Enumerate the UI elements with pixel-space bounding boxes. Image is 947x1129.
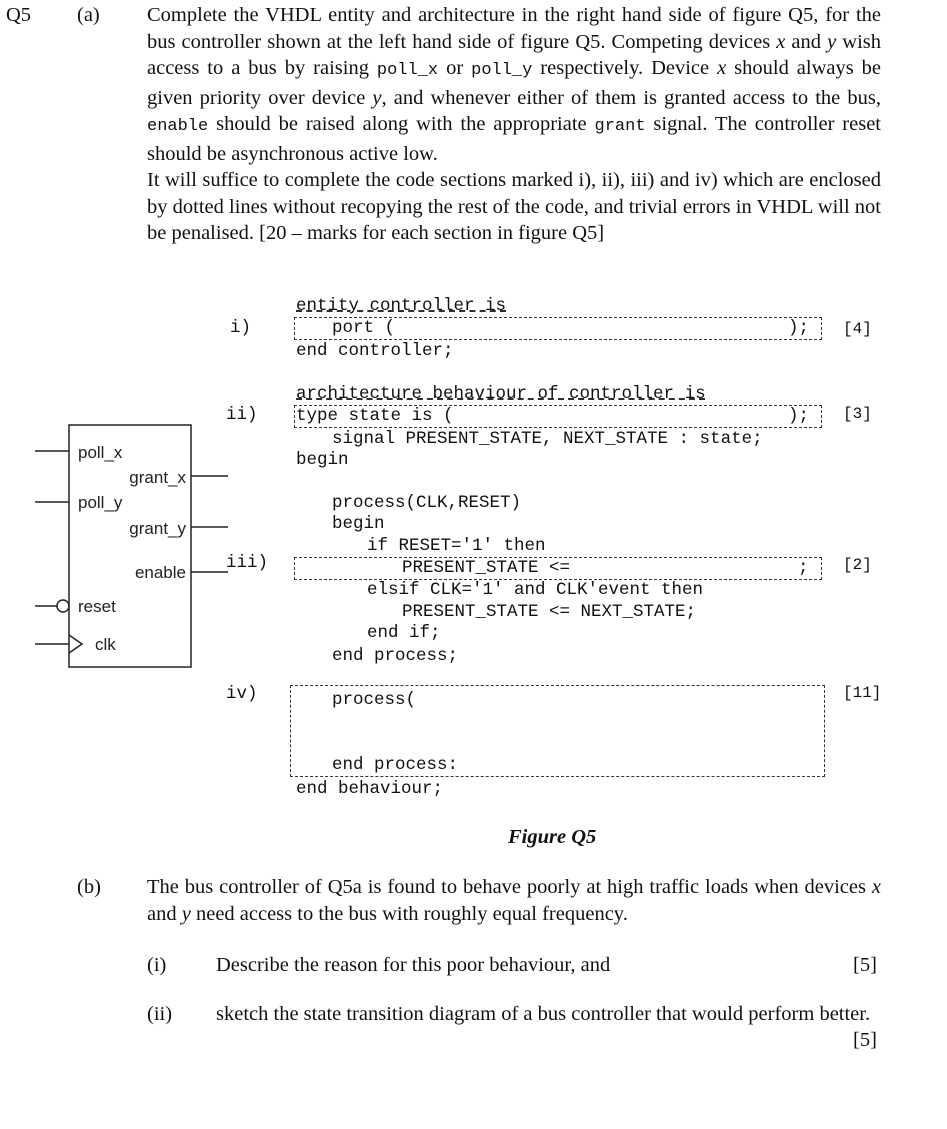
grant-x-label: grant_x [129,468,186,487]
code-signal-line: signal PRESENT_STATE, NEXT_STATE : state; [332,429,763,449]
code-end-process-2: end process: [332,755,459,775]
code-if-line: if RESET='1' then [367,536,546,556]
code-end-controller: end controller; [296,341,454,361]
part-b-i-marks: [5] [853,954,877,976]
code-present-assign: PRESENT_STATE <= [402,558,571,578]
code-process-line: process(CLK,RESET) [332,493,522,513]
part-b-ii-marks: [5] [853,1029,877,1051]
code-type-line: type state is ( [296,406,454,426]
code-end-if: end if; [367,623,441,643]
code-port-close: ); [788,318,810,338]
code-end-process: end process; [332,646,459,666]
grant-y-label: grant_y [129,519,186,538]
part-b-i-text: Describe the reason for this poor behaviour, and [216,954,611,976]
code-architecture-line: architecture behaviour of controller is [296,384,706,404]
code-semicolon: ; [798,558,809,578]
part-b-label: (b) [77,876,101,898]
enable-label: enable [134,563,186,582]
section-i-marks: [4] [843,320,872,338]
part-b-ii-label: (ii) [147,1003,173,1025]
code-begin: begin [296,450,349,470]
code-end-behaviour: end behaviour; [296,779,444,799]
section-ii-marks: [3] [843,405,872,423]
figure-caption: Figure Q5 [508,826,597,848]
section-iv-label: iv) [226,684,258,704]
code-process-open: process( [332,690,417,710]
code-process-begin: begin [332,514,385,534]
question-number: Q5 [6,4,32,26]
section-iv-marks: [11] [843,684,882,702]
clk-label: clk [95,635,116,654]
part-b-ii-text: sketch the state transition diagram of a bus controller that would perform better. [216,1003,871,1025]
part-a-label: (a) [77,4,100,26]
bus-controller-block-diagram [0,415,240,675]
section-iii-marks: [2] [843,556,872,574]
part-b-text: The bus controller of Q5a is found to behave poorly at high traffic loads when devices x and y need access to the bus with roughly equal frequency. [147,876,881,925]
part-b-i-label: (i) [147,954,167,976]
part-a-text: Complete the VHDL entity and architecture in the right hand side of figure Q5, for the bus controller shown at the left hand side of figure Q5. Competing devices x and y wish access to a bus by raising poll_x or poll_y respectively. Device x should always be given priority over device y, and whenever either of them is granted access to the bus, enable should be raised along with the appropriate grant signal. The controller reset should be asynchronous active low. It will suffice to complete the code sections marked i), ii), iii) and iv) which are enclosed by dotted lines without recopying the rest of the code, and trivial errors in VHDL will not be penalised. [20 – marks for each section in figure Q5] [147,2,881,247]
section-i-label: i) [230,318,252,338]
code-port-open: port ( [332,318,396,338]
reset-inversion-bubble [57,600,69,612]
section-iii-label: iii) [226,553,269,573]
poll-y-label: poll_y [78,493,123,512]
section-ii-label: ii) [226,405,258,425]
poll-x-label: poll_x [78,443,123,462]
reset-label: reset [78,597,116,616]
code-type-close: ); [788,406,810,426]
clock-edge-symbol [69,635,82,653]
code-next-assign: PRESENT_STATE <= NEXT_STATE; [402,602,697,622]
part-a-instructions: It will suffice to complete the code sections marked i), ii), iii) and iv) which are enclosed by dotted lines without recopying the rest of the code, and trivial errors in VHDL will not be penalised. [20 – marks for each section in figure Q5] [147,169,881,244]
code-entity-line: entity controller is [296,296,507,316]
code-elsif-line: elsif CLK='1' and CLK'event then [367,580,704,600]
